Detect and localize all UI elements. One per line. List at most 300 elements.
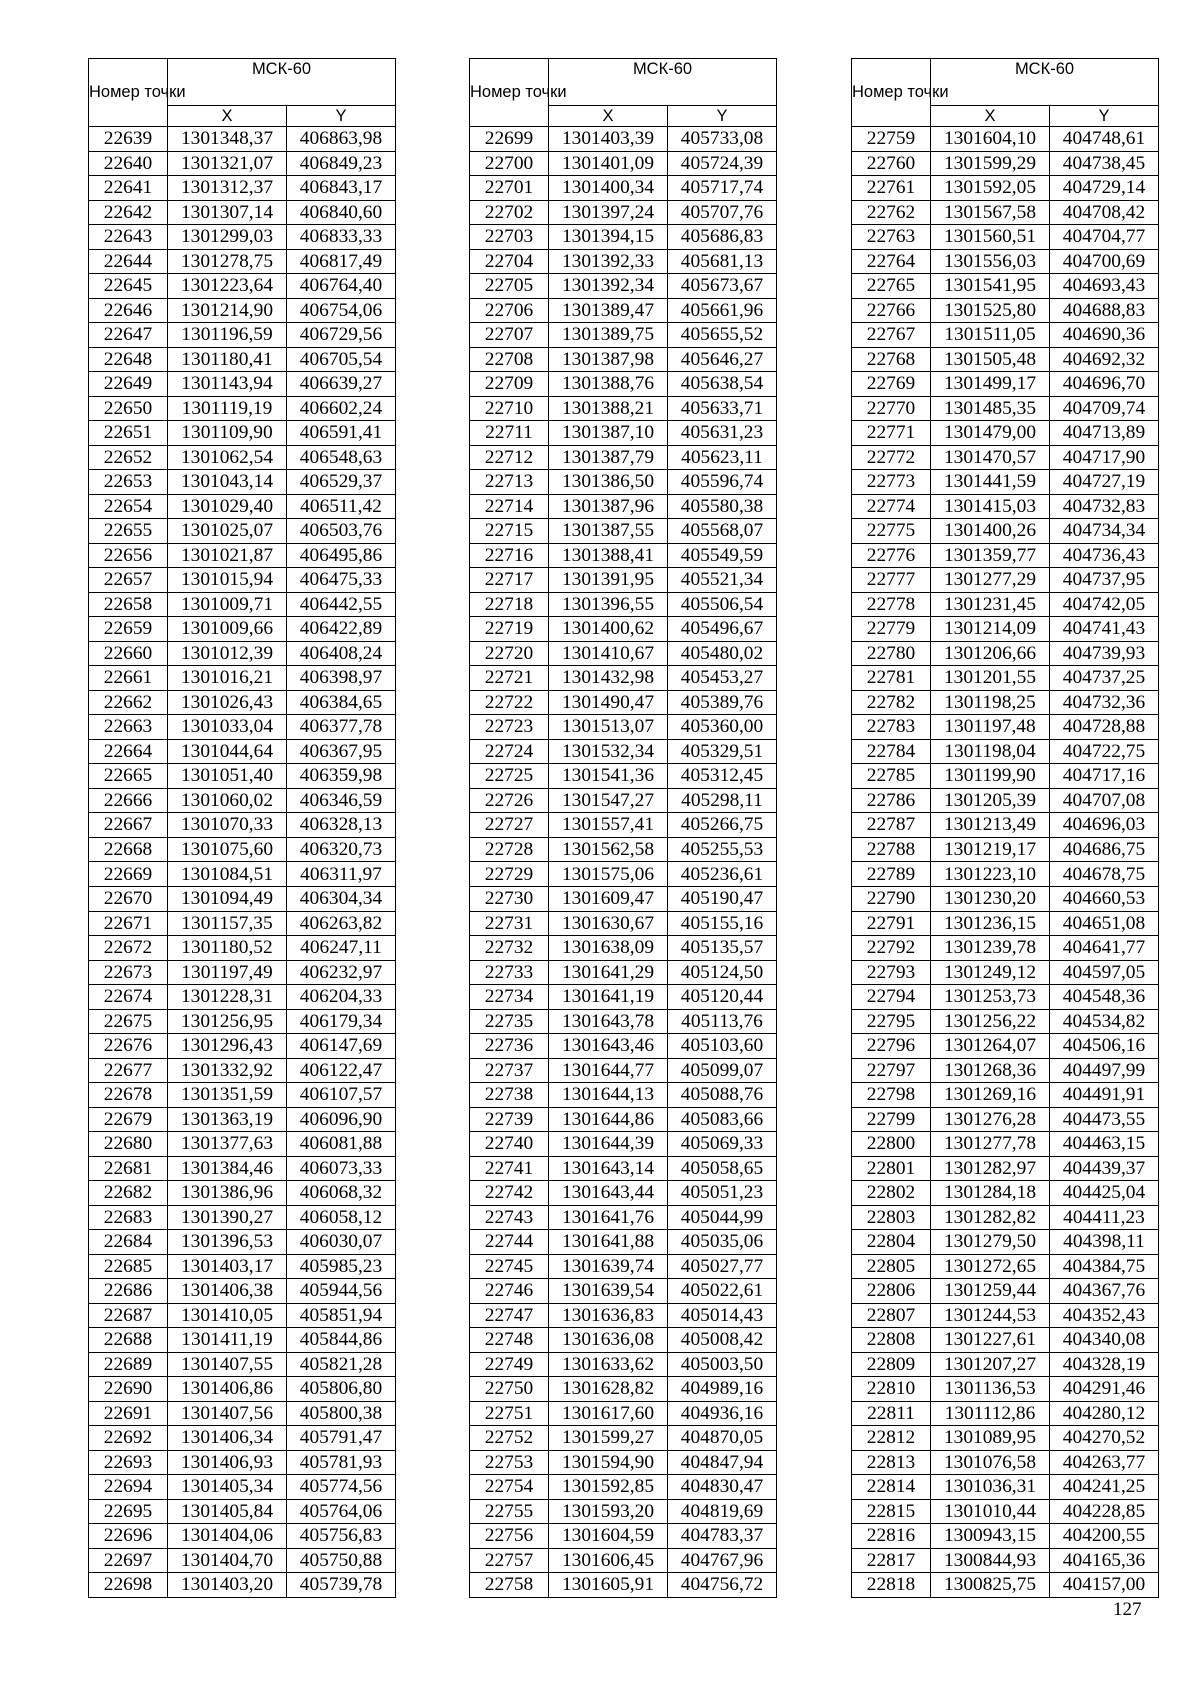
x-cell: 1301332,92 [168, 1058, 287, 1083]
y-cell: 404707,08 [1050, 788, 1159, 813]
point-number-cell: 22684 [89, 1230, 168, 1255]
coordinates-table-3 [851, 58, 1159, 1598]
y-cell: 406511,42 [287, 494, 396, 519]
table-row [470, 1475, 777, 1500]
y-cell: 405266,75 [668, 813, 777, 838]
x-cell: 1301604,59 [549, 1524, 668, 1549]
y-cell: 405791,47 [287, 1426, 396, 1451]
point-number-cell: 22793 [852, 960, 931, 985]
x-cell: 1301244,53 [931, 1303, 1050, 1328]
table-row [470, 249, 777, 274]
table-row [89, 176, 396, 201]
y-cell: 404491,91 [1050, 1083, 1159, 1108]
point-number-cell: 22804 [852, 1230, 931, 1255]
point-number-cell: 22655 [89, 519, 168, 544]
x-cell: 1301547,27 [549, 788, 668, 813]
table-row [89, 1156, 396, 1181]
x-cell: 1301070,33 [168, 813, 287, 838]
y-cell: 405058,65 [668, 1156, 777, 1181]
y-cell: 405851,94 [287, 1303, 396, 1328]
table-row [89, 960, 396, 985]
coordinate-system-header: МСК-60 [168, 59, 396, 106]
point-number-cell: 22744 [470, 1230, 549, 1255]
y-cell: 405389,76 [668, 690, 777, 715]
y-cell: 404783,37 [668, 1524, 777, 1549]
table-row [89, 1254, 396, 1279]
point-number-cell: 22755 [470, 1499, 549, 1524]
y-cell: 406328,13 [287, 813, 396, 838]
table-row [470, 739, 777, 764]
table-row [470, 1254, 777, 1279]
point-number-cell: 22816 [852, 1524, 931, 1549]
point-number-cell: 22772 [852, 445, 931, 470]
table-row [852, 788, 1159, 813]
point-number-cell: 22776 [852, 543, 931, 568]
x-cell: 1301012,39 [168, 641, 287, 666]
point-number-cell: 22640 [89, 151, 168, 176]
x-cell: 1301406,93 [168, 1450, 287, 1475]
x-cell: 1301043,14 [168, 470, 287, 495]
point-number-cell: 22718 [470, 592, 549, 617]
x-cell: 1301180,52 [168, 936, 287, 961]
y-cell: 405707,76 [668, 200, 777, 225]
x-cell: 1301511,05 [931, 323, 1050, 348]
x-cell: 1301609,47 [549, 886, 668, 911]
point-number-cell: 22731 [470, 911, 549, 936]
x-cell: 1301643,78 [549, 1009, 668, 1034]
table-row [852, 1475, 1159, 1500]
point-number-cell: 22750 [470, 1377, 549, 1402]
table-row [852, 715, 1159, 740]
point-number-cell: 22770 [852, 396, 931, 421]
table-row [470, 543, 777, 568]
point-number-cell: 22790 [852, 886, 931, 911]
table-row [852, 1156, 1159, 1181]
x-cell: 1301387,96 [549, 494, 668, 519]
x-cell: 1301479,00 [931, 421, 1050, 446]
x-cell: 1301505,48 [931, 347, 1050, 372]
y-header: Y [287, 106, 396, 127]
table-row [89, 1181, 396, 1206]
x-cell: 1301321,07 [168, 151, 287, 176]
y-cell: 404473,55 [1050, 1107, 1159, 1132]
table-row [89, 1450, 396, 1475]
x-cell: 1301403,39 [549, 127, 668, 152]
point-number-cell: 22767 [852, 323, 931, 348]
table-row [89, 666, 396, 691]
point-number-cell: 22649 [89, 372, 168, 397]
y-cell: 406503,76 [287, 519, 396, 544]
x-header: X [931, 106, 1050, 127]
y-cell: 404692,32 [1050, 347, 1159, 372]
y-cell: 405453,27 [668, 666, 777, 691]
point-number-cell: 22814 [852, 1475, 931, 1500]
y-cell: 406591,41 [287, 421, 396, 446]
point-number-cell: 22730 [470, 886, 549, 911]
point-number-cell: 22680 [89, 1132, 168, 1157]
y-cell: 404739,93 [1050, 641, 1159, 666]
y-cell: 406058,12 [287, 1205, 396, 1230]
point-number-cell: 22646 [89, 298, 168, 323]
table-row [852, 1377, 1159, 1402]
table-row [89, 519, 396, 544]
x-cell: 1301592,05 [931, 176, 1050, 201]
x-cell: 1301089,95 [931, 1426, 1050, 1451]
x-cell: 1301387,79 [549, 445, 668, 470]
x-cell: 1301513,07 [549, 715, 668, 740]
table-row [470, 985, 777, 1010]
x-cell: 1301641,19 [549, 985, 668, 1010]
table-row [89, 1034, 396, 1059]
x-cell: 1301404,70 [168, 1548, 287, 1573]
y-cell: 404660,53 [1050, 886, 1159, 911]
y-cell: 404870,05 [668, 1426, 777, 1451]
point-number-cell: 22732 [470, 936, 549, 961]
point-number-cell: 22800 [852, 1132, 931, 1157]
y-cell: 404165,36 [1050, 1548, 1159, 1573]
y-cell: 404690,36 [1050, 323, 1159, 348]
point-number-cell: 22803 [852, 1205, 931, 1230]
y-cell: 406529,37 [287, 470, 396, 495]
y-cell: 404696,03 [1050, 813, 1159, 838]
table-row [852, 960, 1159, 985]
table-row [470, 372, 777, 397]
x-cell: 1300943,15 [931, 1524, 1050, 1549]
table-row [89, 788, 396, 813]
point-number-cell: 22758 [470, 1573, 549, 1598]
x-cell: 1301388,41 [549, 543, 668, 568]
y-cell: 406304,34 [287, 886, 396, 911]
y-cell: 405717,74 [668, 176, 777, 201]
x-cell: 1301094,49 [168, 886, 287, 911]
y-cell: 406408,24 [287, 641, 396, 666]
table-row [89, 1132, 396, 1157]
y-cell: 405724,39 [668, 151, 777, 176]
x-cell: 1301406,34 [168, 1426, 287, 1451]
x-cell: 1301009,66 [168, 617, 287, 642]
table-row [470, 200, 777, 225]
x-cell: 1301016,21 [168, 666, 287, 691]
y-cell: 406548,63 [287, 445, 396, 470]
table-row [852, 1181, 1159, 1206]
y-cell: 404728,88 [1050, 715, 1159, 740]
point-number-cell: 22723 [470, 715, 549, 740]
y-cell: 404729,14 [1050, 176, 1159, 201]
y-cell: 404384,75 [1050, 1254, 1159, 1279]
table-row [470, 176, 777, 201]
point-number-cell: 22794 [852, 985, 931, 1010]
y-cell: 406367,95 [287, 739, 396, 764]
y-cell: 406073,33 [287, 1156, 396, 1181]
table-row [89, 568, 396, 593]
x-cell: 1301157,35 [168, 911, 287, 936]
y-cell: 406263,82 [287, 911, 396, 936]
x-cell: 1301557,41 [549, 813, 668, 838]
x-cell: 1301272,65 [931, 1254, 1050, 1279]
x-cell: 1301641,29 [549, 960, 668, 985]
y-cell: 405312,45 [668, 764, 777, 789]
point-number-cell: 22669 [89, 862, 168, 887]
table-row [852, 200, 1159, 225]
y-cell: 406422,89 [287, 617, 396, 642]
y-cell: 404722,75 [1050, 739, 1159, 764]
point-number-cell: 22688 [89, 1328, 168, 1353]
x-cell: 1301641,76 [549, 1205, 668, 1230]
x-cell: 1301279,50 [931, 1230, 1050, 1255]
x-cell: 1301197,48 [931, 715, 1050, 740]
table-row [852, 690, 1159, 715]
y-cell: 405944,56 [287, 1279, 396, 1304]
x-cell: 1301259,44 [931, 1279, 1050, 1304]
y-cell: 404742,05 [1050, 592, 1159, 617]
x-cell: 1301644,39 [549, 1132, 668, 1157]
y-cell: 404737,95 [1050, 568, 1159, 593]
point-number-cell: 22805 [852, 1254, 931, 1279]
table-row [89, 813, 396, 838]
y-cell: 404989,16 [668, 1377, 777, 1402]
point-number-header: Номер точки [470, 59, 549, 127]
point-number-cell: 22747 [470, 1303, 549, 1328]
table-row [852, 274, 1159, 299]
y-cell: 404717,16 [1050, 764, 1159, 789]
x-cell: 1301227,61 [931, 1328, 1050, 1353]
y-cell: 404411,23 [1050, 1205, 1159, 1230]
point-number-cell: 22658 [89, 592, 168, 617]
x-cell: 1301405,84 [168, 1499, 287, 1524]
x-cell: 1301256,22 [931, 1009, 1050, 1034]
point-number-cell: 22710 [470, 396, 549, 421]
point-number-cell: 22735 [470, 1009, 549, 1034]
table-row [470, 519, 777, 544]
y-cell: 405781,93 [287, 1450, 396, 1475]
y-cell: 405190,47 [668, 886, 777, 911]
table-row [470, 127, 777, 152]
y-cell: 406247,11 [287, 936, 396, 961]
table-row [852, 617, 1159, 642]
point-number-cell: 22725 [470, 764, 549, 789]
y-cell: 404651,08 [1050, 911, 1159, 936]
point-number-cell: 22670 [89, 886, 168, 911]
x-cell: 1301392,33 [549, 249, 668, 274]
x-cell: 1301180,41 [168, 347, 287, 372]
point-number-cell: 22769 [852, 372, 931, 397]
point-number-cell: 22696 [89, 1524, 168, 1549]
table-row [89, 936, 396, 961]
y-cell: 404732,36 [1050, 690, 1159, 715]
point-number-cell: 22716 [470, 543, 549, 568]
point-number-cell: 22798 [852, 1083, 931, 1108]
x-cell: 1301389,75 [549, 323, 668, 348]
table-row [852, 421, 1159, 446]
table-row [470, 1156, 777, 1181]
x-cell: 1301277,78 [931, 1132, 1050, 1157]
x-cell: 1301015,94 [168, 568, 287, 593]
table-row [852, 1254, 1159, 1279]
x-cell: 1301556,03 [931, 249, 1050, 274]
table-row [89, 1352, 396, 1377]
table-row [89, 421, 396, 446]
y-cell: 405506,54 [668, 592, 777, 617]
y-cell: 405756,83 [287, 1524, 396, 1549]
y-cell: 406107,57 [287, 1083, 396, 1108]
y-cell: 406204,33 [287, 985, 396, 1010]
y-cell: 404693,43 [1050, 274, 1159, 299]
x-header: X [168, 106, 287, 127]
point-number-cell: 22765 [852, 274, 931, 299]
table-row [89, 445, 396, 470]
point-number-cell: 22674 [89, 985, 168, 1010]
point-number-cell: 22700 [470, 151, 549, 176]
table-row [470, 421, 777, 446]
y-cell: 405022,61 [668, 1279, 777, 1304]
table-row [89, 1573, 396, 1598]
point-number-cell: 22686 [89, 1279, 168, 1304]
x-cell: 1301198,04 [931, 739, 1050, 764]
point-number-cell: 22720 [470, 641, 549, 666]
x-cell: 1301282,82 [931, 1205, 1050, 1230]
table-row [470, 764, 777, 789]
table-row [470, 960, 777, 985]
table-row [89, 225, 396, 250]
x-cell: 1301387,55 [549, 519, 668, 544]
point-number-cell: 22806 [852, 1279, 931, 1304]
x-cell: 1301415,03 [931, 494, 1050, 519]
x-cell: 1301411,19 [168, 1328, 287, 1353]
y-cell: 404497,99 [1050, 1058, 1159, 1083]
y-cell: 405113,76 [668, 1009, 777, 1034]
point-number-cell: 22773 [852, 470, 931, 495]
y-cell: 405568,07 [668, 519, 777, 544]
table-row [852, 739, 1159, 764]
y-cell: 404678,75 [1050, 862, 1159, 887]
table-row [470, 1034, 777, 1059]
table-row [89, 396, 396, 421]
y-cell: 406081,88 [287, 1132, 396, 1157]
x-cell: 1301404,06 [168, 1524, 287, 1549]
x-cell: 1301391,95 [549, 568, 668, 593]
table-row [852, 470, 1159, 495]
y-cell: 406442,55 [287, 592, 396, 617]
point-number-cell: 22665 [89, 764, 168, 789]
y-cell: 404548,36 [1050, 985, 1159, 1010]
y-cell: 404270,52 [1050, 1426, 1159, 1451]
x-cell: 1301599,27 [549, 1426, 668, 1451]
x-cell: 1301256,95 [168, 1009, 287, 1034]
y-cell: 404200,55 [1050, 1524, 1159, 1549]
x-cell: 1301643,44 [549, 1181, 668, 1206]
x-cell: 1301026,43 [168, 690, 287, 715]
x-cell: 1301397,24 [549, 200, 668, 225]
table-row [470, 568, 777, 593]
point-number-cell: 22659 [89, 617, 168, 642]
x-cell: 1301525,80 [931, 298, 1050, 323]
table-row [89, 911, 396, 936]
table-row [89, 1083, 396, 1108]
point-number-cell: 22719 [470, 617, 549, 642]
coordinate-system-header: МСК-60 [931, 59, 1159, 106]
x-cell: 1301282,97 [931, 1156, 1050, 1181]
x-cell: 1301575,06 [549, 862, 668, 887]
point-number-cell: 22660 [89, 641, 168, 666]
table-row [852, 1573, 1159, 1598]
point-number-cell: 22701 [470, 176, 549, 201]
x-cell: 1301296,43 [168, 1034, 287, 1059]
x-cell: 1301214,09 [931, 617, 1050, 642]
table-row [852, 1328, 1159, 1353]
table-row [852, 1401, 1159, 1426]
x-cell: 1301407,55 [168, 1352, 287, 1377]
x-cell: 1301630,67 [549, 911, 668, 936]
point-number-cell: 22722 [470, 690, 549, 715]
point-number-cell: 22733 [470, 960, 549, 985]
y-cell: 404463,15 [1050, 1132, 1159, 1157]
x-cell: 1301388,76 [549, 372, 668, 397]
y-cell: 405673,67 [668, 274, 777, 299]
x-cell: 1301638,09 [549, 936, 668, 961]
x-cell: 1301312,37 [168, 176, 287, 201]
point-number-cell: 22752 [470, 1426, 549, 1451]
y-cell: 404157,00 [1050, 1573, 1159, 1598]
point-number-cell: 22714 [470, 494, 549, 519]
point-number-cell: 22777 [852, 568, 931, 593]
table-row [852, 1450, 1159, 1475]
table-row [852, 298, 1159, 323]
point-number-cell: 22746 [470, 1279, 549, 1304]
x-cell: 1301432,98 [549, 666, 668, 691]
point-number-cell: 22728 [470, 837, 549, 862]
point-number-cell: 22743 [470, 1205, 549, 1230]
y-cell: 406232,97 [287, 960, 396, 985]
y-cell: 404756,72 [668, 1573, 777, 1598]
x-cell: 1301407,56 [168, 1401, 287, 1426]
point-number-cell: 22763 [852, 225, 931, 250]
point-number-cell: 22734 [470, 985, 549, 1010]
table-row [852, 1009, 1159, 1034]
point-number-cell: 22791 [852, 911, 931, 936]
point-number-cell: 22771 [852, 421, 931, 446]
y-cell: 404708,42 [1050, 200, 1159, 225]
table-row [852, 1279, 1159, 1304]
x-cell: 1301109,90 [168, 421, 287, 446]
y-cell: 405844,86 [287, 1328, 396, 1353]
table-row [89, 1499, 396, 1524]
point-number-cell: 22708 [470, 347, 549, 372]
y-cell: 405596,74 [668, 470, 777, 495]
table-row [852, 862, 1159, 887]
x-cell: 1301410,67 [549, 641, 668, 666]
point-number-cell: 22654 [89, 494, 168, 519]
table-row [470, 323, 777, 348]
point-number-cell: 22647 [89, 323, 168, 348]
y-cell: 404398,11 [1050, 1230, 1159, 1255]
x-cell: 1301119,19 [168, 396, 287, 421]
y-cell: 405681,13 [668, 249, 777, 274]
x-cell: 1301628,82 [549, 1377, 668, 1402]
y-cell: 405083,66 [668, 1107, 777, 1132]
y-cell: 405088,76 [668, 1083, 777, 1108]
y-cell: 405329,51 [668, 739, 777, 764]
y-cell: 406346,59 [287, 788, 396, 813]
point-number-cell: 22780 [852, 641, 931, 666]
x-cell: 1301593,20 [549, 1499, 668, 1524]
x-cell: 1301236,15 [931, 911, 1050, 936]
y-cell: 405549,59 [668, 543, 777, 568]
table-row [89, 1009, 396, 1034]
y-cell: 406179,34 [287, 1009, 396, 1034]
point-number-cell: 22751 [470, 1401, 549, 1426]
point-number-cell: 22687 [89, 1303, 168, 1328]
y-cell: 405155,16 [668, 911, 777, 936]
